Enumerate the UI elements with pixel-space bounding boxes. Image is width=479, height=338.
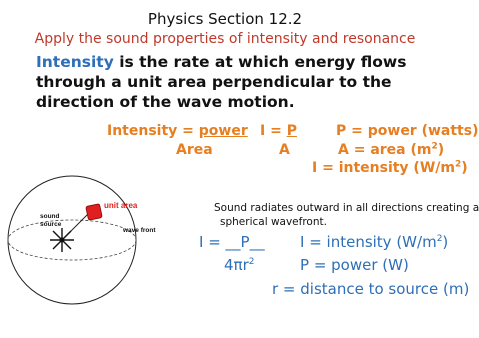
def-distance: r = distance to source (m) [272,280,470,298]
sph-eq-numerator: __P__ [225,233,265,251]
eq-symbol-denominator: A [279,142,290,158]
area-def-close: ) [437,142,445,158]
intensity-word-equation [107,123,248,139]
eq-numerator-power: power [198,123,248,139]
unit-area-patch [86,204,103,221]
sound-source-dot [60,238,65,243]
definition-text: is the rate at which energy flows through a unit area perpendicular to the direction of the wave motion. [36,53,407,111]
sound-source-label-2: source [40,221,62,228]
wave-front-label: wave front [123,227,156,234]
def-intensity-sup: 2 [436,234,443,244]
intensity-def-close: ) [461,160,468,176]
eq-symbol-label: I = [260,123,287,139]
def-intensity-close: ) [442,233,449,251]
def-intensity-text: I = intensity (W/m [300,233,437,251]
intensity-definition [36,52,446,112]
eq-label: Intensity = [107,123,199,139]
area-def-text: A = area (m [338,142,432,158]
unit-area-label: unit area [104,201,138,210]
explanation-line-2: spherical wavefront. [220,216,327,228]
sph-denom-text: 4πr [224,256,249,274]
intensity-def-text: I = intensity (W/m [312,160,455,176]
spherical-intensity-equation [199,233,265,251]
eq-denominator-area: Area [176,142,213,158]
eq-symbol-numerator: P [286,123,297,139]
spherical-wavefront-diagram [0,172,185,338]
power-definition: P = power (watts) [336,123,479,139]
slide-subtitle: Apply the sound properties of intensity and resonance [34,31,416,47]
area-def-sup: 2 [431,141,438,152]
sph-eq-denominator [224,256,254,274]
slide-title: Physics Section 12.2 [147,10,303,28]
area-definition [338,142,444,158]
intensity-symbol-equation [260,123,297,139]
sound-source-label-1: sound [40,213,60,220]
intensity-def-sup: 2 [454,159,462,170]
sph-eq-label: I = [199,233,226,251]
definition-term: Intensity [36,53,114,71]
def-intensity [300,233,448,251]
explanation-line-1: Sound radiates outward in all directions creating a [214,202,479,214]
intensity-unit-definition [312,160,468,176]
sph-denom-sup: 2 [248,257,255,267]
def-power: P = power (W) [300,256,409,274]
